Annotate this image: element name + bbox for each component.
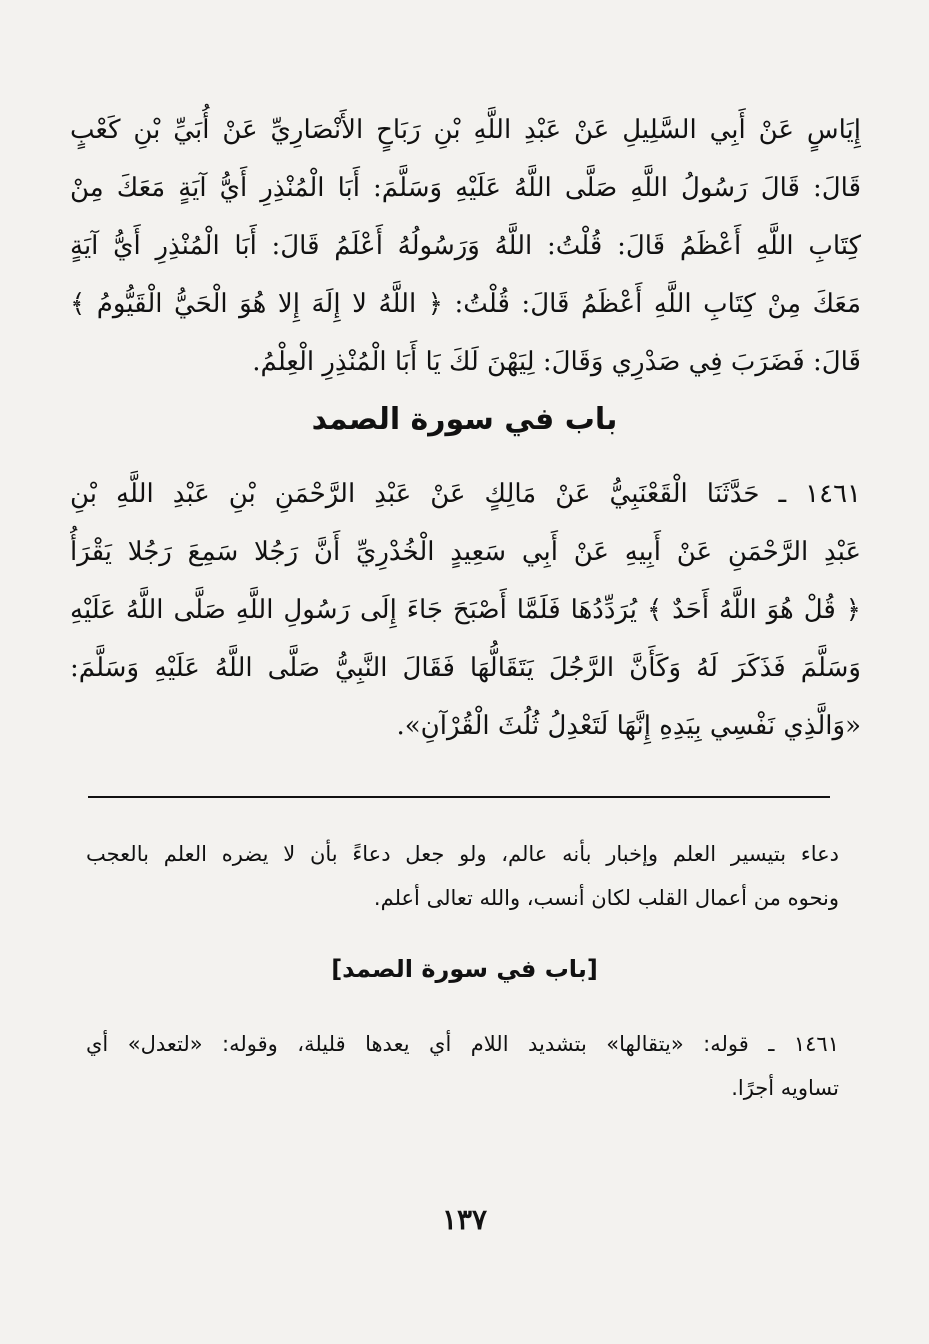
- text-line: عَبْدِ الرَّحْمَنِ عَنْ أَبِيهِ عَنْ أَبِي سَعِيدٍ الْخُدْرِيِّ أَنَّ رَجُلا سَمِعَ رَجُلا يَقْرَأُ: [70, 537, 861, 567]
- text-line: «وَالَّذِي نَفْسِي بِيَدِهِ إِنَّهَا لَتَعْدِلُ ثُلُثَ الْقُرْآنِ».: [396, 711, 861, 741]
- footnote-line: ١٤٦١ ـ قوله: «يتقالها» بتشديد اللام أي يعدها قليلة، وقوله: «لتعدل» أي: [86, 1032, 839, 1056]
- footnote-chapter-heading: [باب في سورة الصمد]: [331, 955, 598, 983]
- page-number: ١٣٧: [441, 1203, 488, 1236]
- text-line: قَالَ: فَضَرَبَ فِي صَدْرِي وَقَالَ: لِيَهْنَ لَكَ يَا أَبَا الْمُنْذِرِ الْعِلْمُ.: [252, 347, 861, 377]
- text-line: مَعَكَ مِنْ كِتَابِ اللَّهِ أَعْظَمُ قَالَ: قُلْتُ: ﴿ اللَّهُ لا إِلَهَ إِلا هُوَ الْحَيُّ الْقَيُّومُ ﴾: [70, 289, 861, 319]
- text-line: إِيَاسٍ عَنْ أَبِي السَّلِيلِ عَنْ عَبْدِ اللَّهِ بْنِ رَبَاحٍ الأَنْصَارِيِّ عَنْ أُبَيِّ بْنِ كَعْبٍ: [70, 115, 861, 145]
- hadith-1461: [70, 465, 861, 755]
- text-line: وَسَلَّمَ فَذَكَرَ لَهُ وَكَأَنَّ الرَّجُلَ يَتَقَالُّهَا فَقَالَ النَّبِيُّ صَلَّى اللَّهُ عَلَيْهِ وَسَلَّمَ:: [70, 653, 861, 683]
- text-line: قَالَ: قَالَ رَسُولُ اللَّهِ صَلَّى اللَّهُ عَلَيْهِ وَسَلَّمَ: أَبَا الْمُنْذِرِ أَيُّ آيَةٍ مَعَكَ مِنْ: [70, 173, 861, 203]
- text-line: كِتَابِ اللَّهِ أَعْظَمُ قَالَ: قُلْتُ: اللَّهُ وَرَسُولُهُ أَعْلَمُ قَالَ: أَبَا الْمُنْذِرِ أَيُّ آيَةٍ: [70, 231, 861, 261]
- chapter-heading: باب في سورة الصمد: [311, 402, 618, 437]
- footnote-line: ونحوه من أعمال القلب لكان أنسب، والله تعالى أعلم.: [373, 886, 839, 910]
- footnote-line: تساويه أجرًا.: [731, 1076, 839, 1100]
- hadith-1460-continuation: [70, 101, 861, 391]
- footnote-line: دعاء بتيسير العلم وإخبار بأنه عالم، ولو جعل دعاءً بأن لا يضره العلم بالعجب: [86, 842, 839, 866]
- footnote-separator: [88, 796, 830, 798]
- footnote-continuation: [86, 832, 839, 920]
- footnote-1461: [86, 1022, 839, 1110]
- text-line: ١٤٦١ ـ حَدَّثَنَا الْقَعْنَبِيُّ عَنْ مَالِكٍ عَنْ عَبْدِ الرَّحْمَنِ بْنِ عَبْدِ اللَّهِ بْنِ: [70, 479, 861, 509]
- text-line: ﴿ قُلْ هُوَ اللَّهُ أَحَدٌ ﴾ يُرَدِّدُهَا فَلَمَّا أَصْبَحَ جَاءَ إِلَى رَسُولِ اللَّهِ صَلَّى اللَّهُ عَلَيْهِ: [70, 595, 861, 625]
